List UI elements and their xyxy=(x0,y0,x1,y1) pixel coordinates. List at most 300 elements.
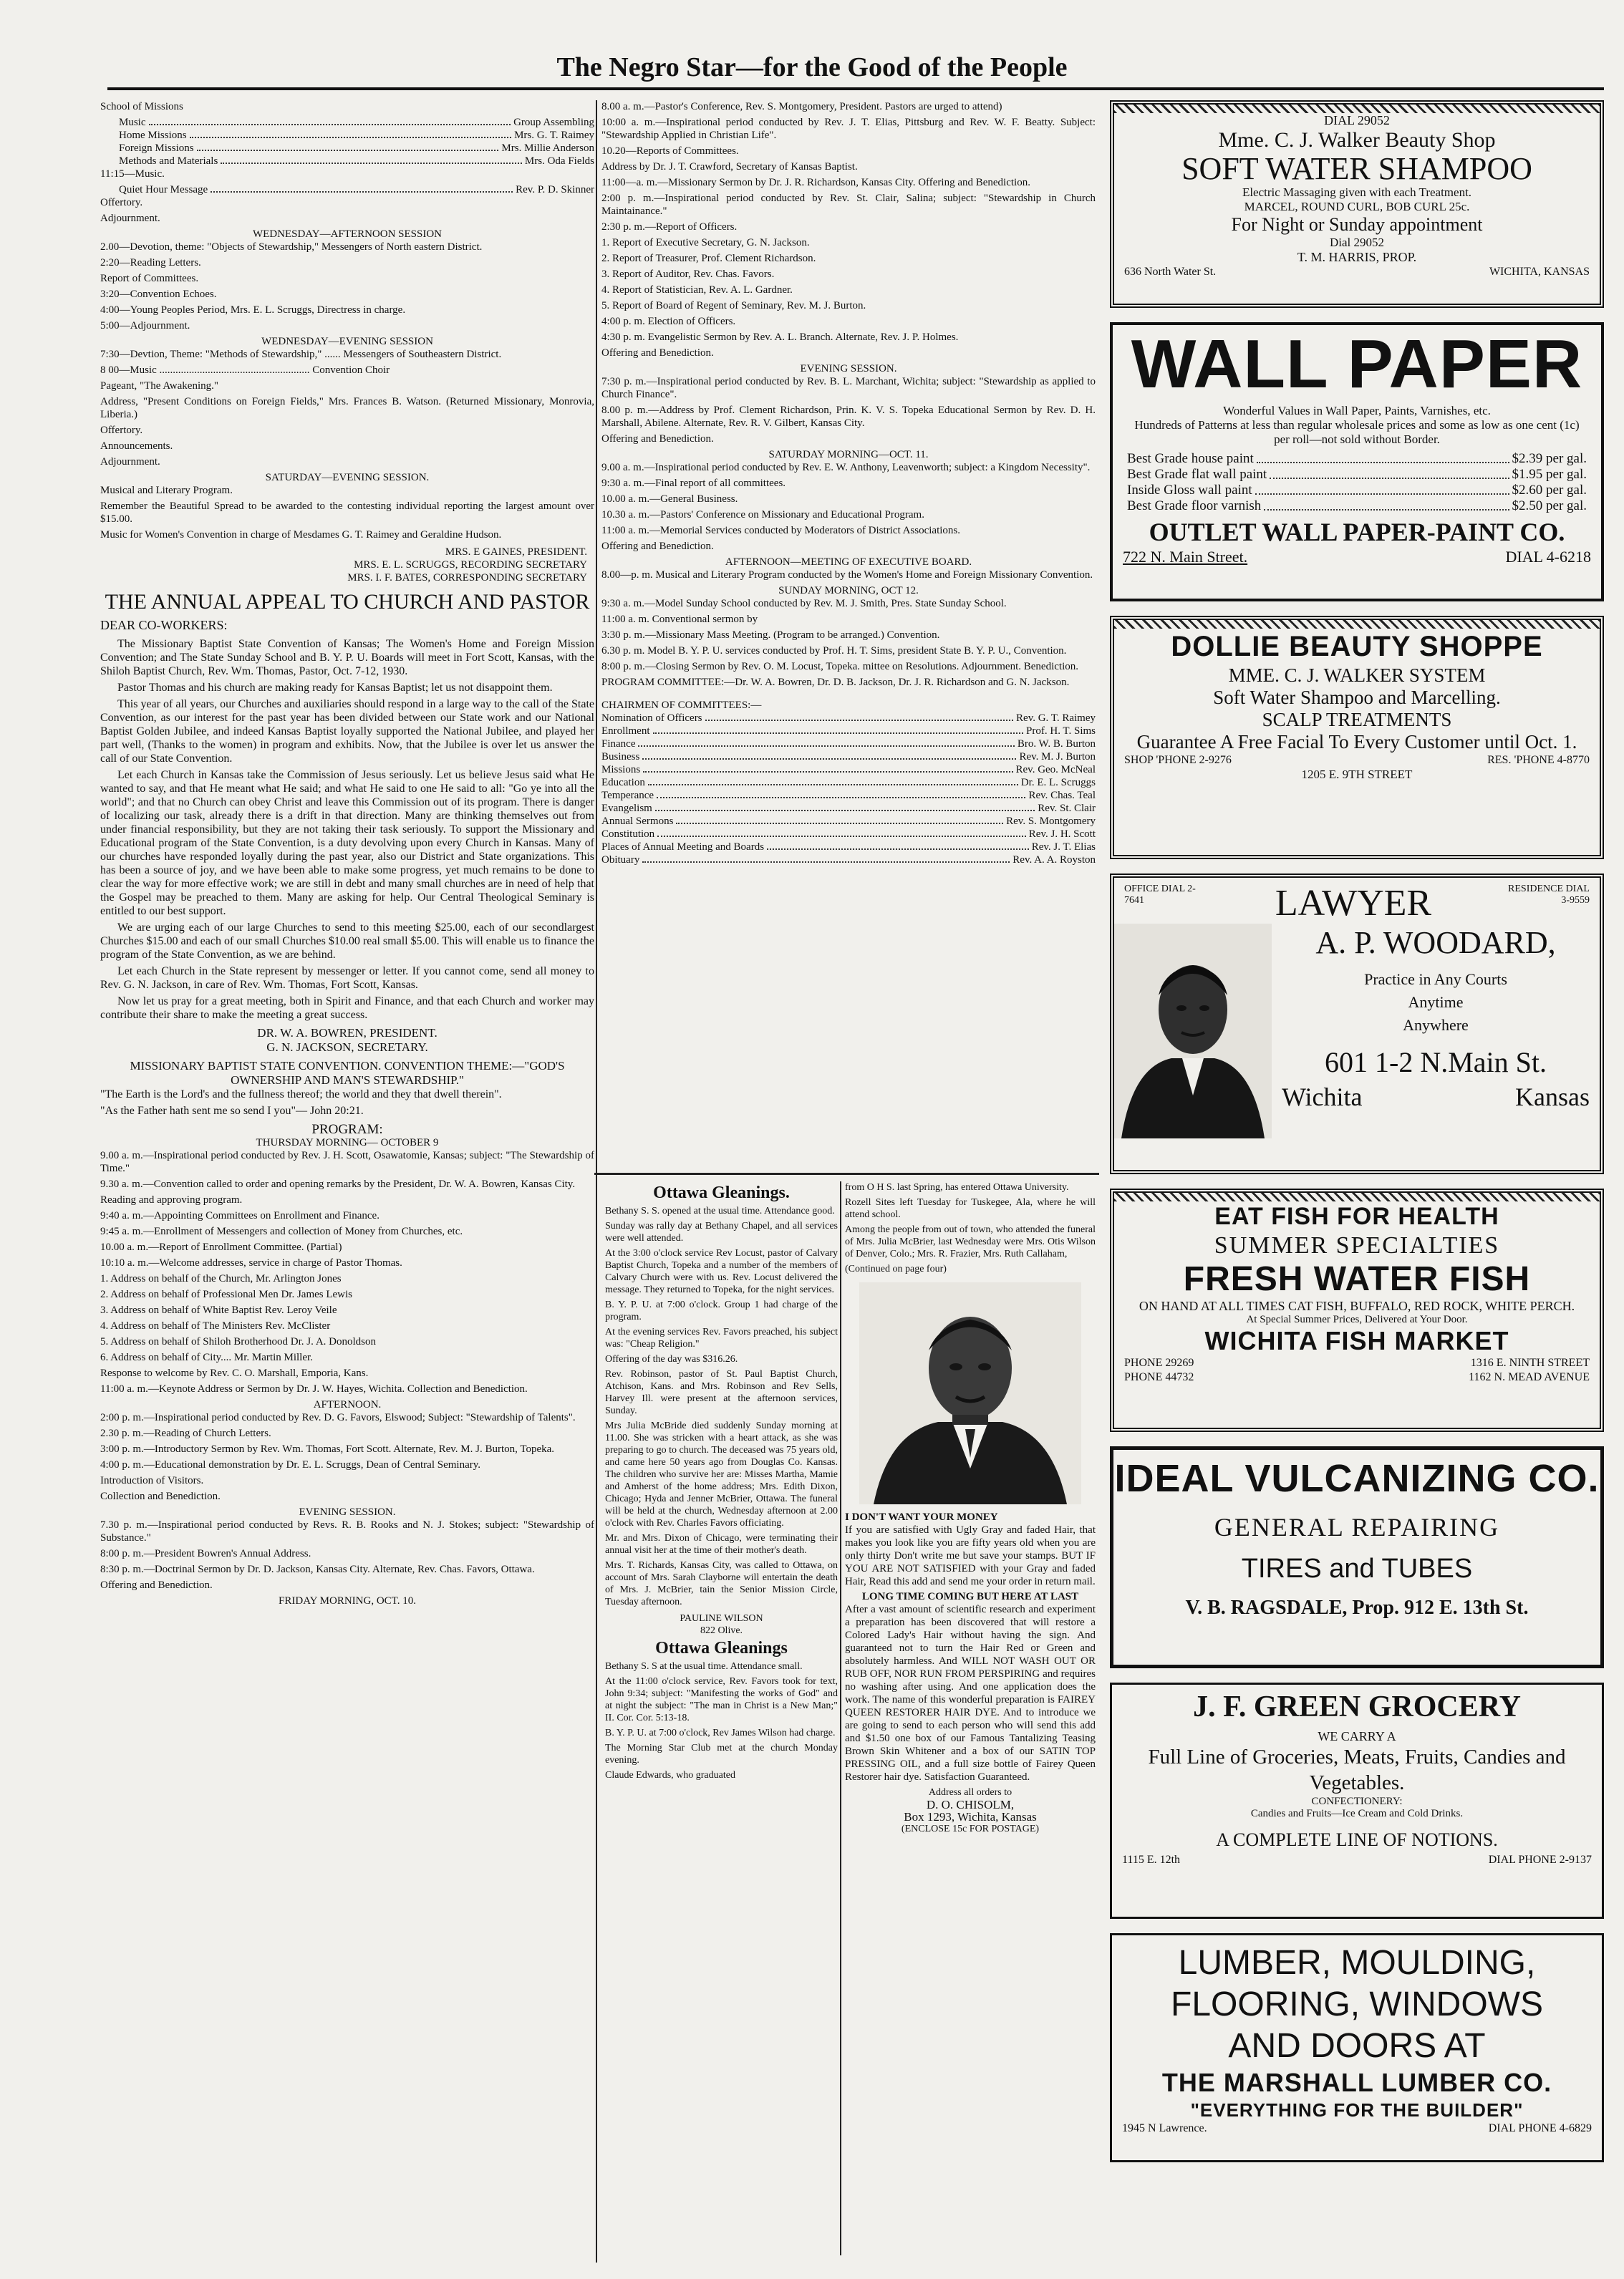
lawyer-residence-dial: RESIDENCE DIAL 3-9559 xyxy=(1508,884,1590,906)
appeal-salutation: DEAR CO-WORKERS: xyxy=(100,618,228,632)
program-item: 8:30 p. m.—Doctrinal Sermon by Dr. D. Jackson, Kansas City. Alternate, Rev. Chas. Favors, Ottawa. xyxy=(100,1564,535,1575)
program-item: Remember the Beautiful Spread to be awarded to the contesting individual reporting the largest amount over $15.00. xyxy=(100,500,594,525)
program-item: 8 00—Music ........................................................ Convention Choir xyxy=(100,364,390,376)
fish-phone-1: PHONE 29269 xyxy=(1124,1357,1194,1369)
hair-ad-box: Box 1293, Wichita, Kansas xyxy=(904,1810,1037,1824)
dot-leader xyxy=(1264,498,1509,511)
ottawa-continued-and-hair-ad xyxy=(845,1181,1096,2255)
program-item: 9.00 a. m.—Inspirational period conducted by Rev. E. W. Anthony, Leavenworth; subject: a Kingdom Necessity". xyxy=(601,462,1091,473)
program-heading: PROGRAM: xyxy=(311,1122,383,1137)
executive-board-list xyxy=(601,568,1096,581)
program-item: 1. Report of Executive Secretary, G. N. Jackson. xyxy=(601,237,810,248)
program-line: Offertory. xyxy=(100,197,143,208)
program-item: Report of Committees. xyxy=(100,273,199,284)
news-paragraph: Claude Edwards, who graduated xyxy=(605,1770,735,1781)
program-item: 2:20—Reading Letters. xyxy=(100,257,201,268)
grocery-title: J. F. GREEN GROCERY xyxy=(1193,1690,1521,1723)
saturday-heading: SATURDAY MORNING—OCT. 11. xyxy=(768,449,929,460)
border-pattern xyxy=(1114,1193,1600,1201)
chairmen-heading: CHAIRMEN OF COMMITTEES:— xyxy=(601,700,762,711)
news-paragraph: At the evening services Rev. Favors preached, his subject was: "Cheap Religion." xyxy=(605,1327,838,1350)
program-item: 6. Address on behalf of City.... Mr. Martin Miller. xyxy=(100,1352,313,1363)
appeal-title: THE ANNUAL APPEAL TO CHURCH AND PASTOR xyxy=(105,590,590,614)
news-paragraph: Sunday was rally day at Bethany Chapel, and all services were well attended. xyxy=(605,1221,838,1244)
chairman-row-label: Missions xyxy=(601,764,641,775)
price-row xyxy=(1113,467,1601,483)
lumber-company: THE MARSHALL LUMBER CO. xyxy=(1161,2068,1552,2097)
dollie-res-phone: RES. 'PHONE 4-8770 xyxy=(1487,754,1590,766)
program-item: 7:30—Devtion, Theme: "Methods of Stewardship," ...... Messengers of Southeastern District. xyxy=(100,349,502,360)
lawyer-title: LAWYER xyxy=(1275,883,1432,924)
program-item: 5. Address on behalf of Shiloh Brotherhood Dr. J. A. Donoldson xyxy=(100,1336,376,1347)
sunday-list xyxy=(601,597,1096,689)
signature-line: 822 Olive. xyxy=(700,1625,743,1636)
fish-line-1: ON HAND AT ALL TIMES CAT FISH, BUFFALO, RED ROCK, WHITE PERCH. xyxy=(1139,1299,1575,1313)
green-grocery-ad xyxy=(1110,1683,1604,1919)
signature-line: MRS. E. L. SCRUGGS, RECORDING SECRETARY xyxy=(354,559,587,571)
signature-line: MRS. I. F. BATES, CORRESPONDING SECRETARY xyxy=(347,572,587,584)
program-item: Introduction of Visitors. xyxy=(100,1475,204,1486)
grocery-dial: DIAL PHONE 2-9137 xyxy=(1488,1854,1592,1866)
program-line-label: Home Missions xyxy=(119,130,187,141)
price-row-value: $2.39 per gal. xyxy=(1512,451,1587,466)
chairman-row xyxy=(601,815,1096,828)
hair-ad-name: D. O. CHISOLM, xyxy=(926,1798,1015,1811)
program-item: Collection and Benediction. xyxy=(100,1491,221,1502)
appeal-paragraph: We are urging each of our large Churches to send to this meeting $25.00, each of our secondlargest Churches $15.00 and each of our small Churches $10.00 real small $5.00. This will enable us to finance the program of the State Convention, as we are behind. xyxy=(100,921,594,961)
program-item: Music for Women's Convention in charge of Mesdames G. T. Raimey and Geraldine Hudson. xyxy=(100,529,502,541)
program-item: 11:00 a. m.—Memorial Services conducted by Moderators of District Associations. xyxy=(601,525,961,536)
chairman-row-value: Rev. St. Clair xyxy=(1038,803,1096,814)
program-item: 3. Address on behalf of White Baptist Rev. Leroy Veile xyxy=(100,1305,337,1316)
dot-leader xyxy=(149,116,511,125)
chairman-row-label: Business xyxy=(601,751,640,763)
vulcanizing-title: IDEAL VULCANIZING CO. xyxy=(1114,1457,1600,1500)
walker-name: Mme. C. J. Walker Beauty Shop xyxy=(1218,128,1496,152)
dot-leader xyxy=(657,789,1025,798)
executive-board-heading: AFTERNOON—MEETING OF EXECUTIVE BOARD. xyxy=(725,556,972,568)
program-item: 8:00 p. m.—President Bowren's Annual Address. xyxy=(100,1548,311,1559)
wed-evening-list xyxy=(100,348,594,468)
grocery-line-4: Candies and Fruits—Ice Cream and Cold Drinks. xyxy=(1250,1808,1464,1819)
lumber-dial: DIAL PHONE 4-6829 xyxy=(1488,2122,1592,2134)
hair-ad-paragraph-2: After a vast amount of scientific research and experiment a preparation has been discovered that will restore a Colored Lady's Hair without having the sign. And guaranteed not to turn the Hair Red or Green and absolutely harmless. And WILL NOT WASH OUT OR RUB OFF, NOR RUN FROM PERSPIRING and requires no washing after using. And one application does the work. The name of this wonderful preparation is FAIREY QUEEN RESTORER HAIR DYE. And to introduce we are going to send to each person who will send this add and $1.50 one box of our Famous Tantalizing Teasing Brown Skin Whitener and a box of our SATIN TOP PRESSING OIL, and a full size bottle of Fairey Queen Restorer hair dye. Satisfaction Guaranteed. xyxy=(845,1604,1096,1783)
ottawa-gleanings-title-1: Ottawa Gleanings. xyxy=(653,1184,790,1202)
walker-city: WICHITA, KANSAS xyxy=(1489,266,1590,278)
program-item: Response to welcome by Rev. C. O. Marshall, Emporia, Kans. xyxy=(100,1368,369,1379)
program-item: 3:30 p. m.—Missionary Mass Meeting. (Program to be arranged.) Convention. xyxy=(601,629,940,641)
lumber-line-2: FLOORING, WINDOWS xyxy=(1171,1985,1543,2023)
sat-evening-heading: SATURDAY—EVENING SESSION. xyxy=(265,472,430,483)
wall-paper-line-1: Wonderful Values in Wall Paper, Paints, Varnishes, etc. xyxy=(1223,404,1491,417)
lumber-slogan: "EVERYTHING FOR THE BUILDER" xyxy=(1190,2099,1524,2121)
dollie-line-1: MME. C. J. WALKER SYSTEM xyxy=(1228,664,1486,686)
program-item: Address, "Present Conditions on Foreign Fields," Mrs. Frances B. Watson. (Returned Missionary, Monrovia, Liberia.) xyxy=(100,396,594,420)
fish-address-1: 1316 E. NINTH STREET xyxy=(1470,1357,1590,1369)
col2-evening-heading: EVENING SESSION. xyxy=(800,363,897,374)
dollie-line-3: SCALP TREATMENTS xyxy=(1262,709,1452,730)
chairman-row-label: Constitution xyxy=(601,828,655,840)
ottawa-signature xyxy=(605,1612,838,1637)
program-item: 9:30 a. m.—Final report of all committees. xyxy=(601,478,786,489)
chairman-row xyxy=(601,737,1096,750)
program-item: Offering and Benediction. xyxy=(601,347,714,359)
ottawa-continued xyxy=(845,1181,1096,1275)
program-item: 10.30 a. m.—Pastors' Conference on Missionary and Educational Program. xyxy=(601,509,924,521)
appeal-body xyxy=(100,637,594,1022)
chairman-row-label: Temperance xyxy=(601,790,654,801)
chairman-row xyxy=(601,776,1096,789)
evening-list xyxy=(100,1519,594,1592)
program-item: 11:00—a. m.—Missionary Sermon by Dr. J. R. Richardson, Kansas City. Offering and Benediction. xyxy=(601,177,1030,188)
program-line-value: Rev. P. D. Skinner xyxy=(516,184,594,195)
hair-ad-heading-1: I DON'T WANT YOUR MONEY xyxy=(845,1511,998,1523)
thursday-heading: THURSDAY MORNING— OCTOBER 9 xyxy=(256,1137,439,1148)
program-line xyxy=(100,116,594,129)
dollie-address: 1205 E. 9TH STREET xyxy=(1301,768,1413,781)
chairman-row-label: Enrollment xyxy=(601,725,650,737)
dot-leader xyxy=(653,725,1024,734)
wed-afternoon-heading: WEDNESDAY—AFTERNOON SESSION xyxy=(252,228,443,240)
dollie-title: DOLLIE BEAUTY SHOPPE xyxy=(1171,631,1543,662)
dot-leader xyxy=(1270,467,1509,479)
convention-theme: MISSIONARY BAPTIST STATE CONVENTION. CONVENTION THEME:—"GOD'S OWNERSHIP AND MAN'S STEWARDSHIP." xyxy=(130,1059,565,1087)
program-item: Adjournment. xyxy=(100,456,160,468)
price-row-value: $1.95 per gal. xyxy=(1512,467,1587,482)
sunday-heading: SUNDAY MORNING, OCT 12. xyxy=(778,585,919,596)
program-item: 10:10 a. m.—Welcome addresses, service in charge of Pastor Thomas. xyxy=(100,1257,402,1269)
ideal-vulcanizing-ad xyxy=(1110,1446,1604,1668)
program-item: Offering and Benediction. xyxy=(100,1579,213,1591)
price-row-label: Inside Gloss wall paint xyxy=(1127,483,1252,498)
fish-market-ad xyxy=(1110,1189,1604,1432)
walker-title: SOFT WATER SHAMPOO xyxy=(1181,151,1532,186)
program-item: 11:00 a. m.—Keynote Address or Sermon by Dr. J. W. Hayes, Wichita. Collection and Benediction. xyxy=(100,1383,528,1395)
price-row-label: Best Grade flat wall paint xyxy=(1127,467,1267,482)
price-row xyxy=(1113,498,1601,514)
walker-beauty-shop-ad xyxy=(1110,100,1604,308)
lawyer-ad xyxy=(1110,874,1604,1174)
walker-dial: DIAL 29052 xyxy=(1324,113,1390,127)
col2-evening-list xyxy=(601,375,1096,445)
chairman-row-label: Evangelism xyxy=(601,803,652,814)
wall-paper-price-list xyxy=(1113,451,1601,514)
program-item: 3:00 p. m.—Introductory Sermon by Rev. Wm. Thomas, Fort Scott. Alternate, Rev. M. J. Burton, Topeka. xyxy=(100,1443,555,1455)
program-item: PROGRAM COMMITTEE:—Dr. W. A. Bowren, Dr. D. B. Jackson, Dr. J. R. Richardson and G. N. Jackson. xyxy=(601,677,1070,688)
walker-line-5: T. M. HARRIS, PROP. xyxy=(1297,250,1417,264)
program-line xyxy=(100,129,594,142)
afternoon-list xyxy=(100,1411,594,1503)
program-item: 8.00 p. m.—Address by Prof. Clement Richardson, Prin. K. V. S. Topeka Educational Sermon by Rev. D. H. Marshall, Abilene. Alternate, Rev. R. V. Gilbert, Kansas City. xyxy=(601,405,1096,429)
program-line: 11:15—Music. xyxy=(100,168,165,180)
program-item: 7.30 p. m.—Inspirational period conducted by Revs. R. B. Rooks and N. J. Stokes; subject: "Stewardship of Substance." xyxy=(100,1519,594,1544)
dot-leader xyxy=(642,853,1010,863)
border-pattern xyxy=(1114,620,1600,629)
program-line xyxy=(100,142,594,155)
news-paragraph: Bethany S. S at the usual time. Attendance small. xyxy=(605,1661,803,1672)
program-item: 8.00—p. m. Musical and Literary Program conducted by the Women's Home and Foreign Missionary Convention. xyxy=(601,569,1093,581)
walker-line-3: For Night or Sunday appointment xyxy=(1231,214,1483,235)
news-paragraph: Offering of the day was $316.26. xyxy=(605,1354,738,1365)
women-officers-signature xyxy=(100,546,594,584)
program-item: 11:00 a. m. Conventional sermon by xyxy=(601,614,758,625)
fish-heading-3: FRESH WATER FISH xyxy=(1183,1260,1531,1298)
program-item: 2. Address on behalf of Professional Men Dr. James Lewis xyxy=(100,1289,353,1300)
chairman-row-label: Education xyxy=(601,777,645,788)
program-item: Offering and Benediction. xyxy=(601,433,714,445)
chairman-row-value: Rev. M. J. Burton xyxy=(1019,751,1096,763)
hair-ad-postage: (ENCLOSE 15c FOR POSTAGE) xyxy=(901,1824,1040,1834)
program-line-value: Mrs. G. T. Raimey xyxy=(514,130,594,141)
news-paragraph: At the 11:00 o'clock service, Rev. Favors took for text, John 9:34; subject: "Manifesting the works of God" and at night the subject: "The man in Christ is a New Man;" II. Cor. Cor. 5:13-18. xyxy=(605,1676,838,1723)
program-item: 5:00—Adjournment. xyxy=(100,320,190,332)
lawyer-line-3: Anywhere xyxy=(1403,1016,1469,1034)
dot-leader xyxy=(190,129,511,138)
friday-list xyxy=(601,100,1096,359)
dot-leader xyxy=(767,841,1029,850)
program-item: 4:00 p. m.—Educational demonstration by Dr. E. L. Scruggs, Dean of Central Seminary. xyxy=(100,1459,481,1471)
chairman-row-label: Obituary xyxy=(601,854,640,866)
grocery-line-2: Full Line of Groceries, Meats, Fruits, Candies and Vegetables. xyxy=(1148,1746,1566,1794)
wall-paper-ad xyxy=(1110,322,1604,601)
lumber-line-3: AND DOORS AT xyxy=(1228,2027,1486,2065)
column-1 xyxy=(100,100,594,2255)
dot-leader xyxy=(197,142,499,151)
chairman-row xyxy=(601,841,1096,853)
lawyer-state: Kansas xyxy=(1515,1083,1590,1111)
lumber-line-1: LUMBER, MOULDING, xyxy=(1178,1944,1536,1982)
program-line-label: Methods and Materials xyxy=(119,155,218,167)
wall-paper-company: OUTLET WALL PAPER-PAINT CO. xyxy=(1149,518,1565,546)
advertisements-column xyxy=(1110,100,1604,2255)
chairman-row-label: Annual Sermons xyxy=(601,816,674,827)
column-2 xyxy=(601,100,1096,1167)
ottawa-gleanings-body-1 xyxy=(605,1205,838,1608)
chairman-row xyxy=(601,712,1096,725)
appeal-paragraph: Pastor Thomas and his church are making ready for Kansas Baptist; let us not disappoint them. xyxy=(117,682,553,694)
program-item: 2.00—Devotion, theme: "Objects of Stewardship," Messengers of North eastern District. xyxy=(100,241,483,253)
dot-leader xyxy=(1257,451,1509,463)
lawyer-office-dial: OFFICE DIAL 2-7641 xyxy=(1124,884,1196,906)
program-item: 2. Report of Treasurer, Prof. Clement Richardson. xyxy=(601,253,816,264)
wall-paper-address: 722 N. Main Street. xyxy=(1123,548,1248,566)
program-item: 4:00 p. m. Election of Officers. xyxy=(601,316,736,327)
grocery-line-3: CONFECTIONERY: xyxy=(1311,1796,1403,1807)
program-item: 3:20—Convention Echoes. xyxy=(100,289,217,300)
program-line-value: Mrs. Oda Fields xyxy=(524,155,594,167)
dot-leader xyxy=(638,737,1014,747)
lumber-address: 1945 N Lawrence. xyxy=(1122,2122,1207,2134)
lawyer-name: A. P. WOODARD, xyxy=(1315,925,1556,960)
program-line xyxy=(100,155,594,168)
program-item: 3. Report of Auditor, Rev. Chas. Favors. xyxy=(601,268,775,280)
program-item: 2:30 p. m.—Report of Officers. xyxy=(601,221,738,233)
masthead-rule xyxy=(107,87,1604,90)
chairman-row xyxy=(601,802,1096,815)
chairman-row xyxy=(601,725,1096,737)
dot-leader xyxy=(221,155,522,164)
chairman-row-value: Dr. E. L. Scruggs xyxy=(1020,777,1096,788)
news-paragraph: (Continued on page four) xyxy=(845,1264,947,1274)
lawyer-city: Wichita xyxy=(1282,1083,1363,1111)
grocery-line-1: WE CARRY A xyxy=(1318,1729,1396,1743)
program-item: 2:00 p. m.—Inspirational period conducted by Rev. D. G. Favors, Elswood; Subject: "Stewardship of Talents". xyxy=(100,1412,576,1423)
convention-quote-2: "As the Father hath sent me so send I you"— John 20:21. xyxy=(100,1105,364,1117)
appeal-paragraph: Let each Church in the State represent by messenger or letter. If you cannot come, send all money to Rev. G. N. Jackson, in care of Rev. Wm. Thomas, Fort Scott, Kansas. xyxy=(100,965,594,991)
chairman-row-value: Rev. J. H. Scott xyxy=(1028,828,1096,840)
program-item: 8.00 a. m.—Pastor's Conference, Rev. S. Montgomery, President. Pastors are urged to attend) xyxy=(601,101,1002,112)
lawyer-portrait xyxy=(1114,924,1272,1138)
price-row-value: $2.60 per gal. xyxy=(1512,483,1587,498)
fish-heading-1: EAT FISH FOR HEALTH xyxy=(1214,1203,1499,1230)
program-item: 4. Report of Statistician, Rev. A. L. Gardner. xyxy=(601,284,793,296)
news-paragraph: Among the people from out of town, who attended the funeral of Mrs. Julia McBrier, last Wednesday were Mrs. Otis Wilson of Denver, Colo.; Mrs. R. Frazier, Mrs. Ruth Callaham, xyxy=(845,1224,1096,1259)
column-divider-1 xyxy=(596,100,597,2263)
evening-heading: EVENING SESSION. xyxy=(299,1506,396,1518)
news-paragraph: The Morning Star Club met at the church Monday evening. xyxy=(605,1743,838,1766)
chairman-row xyxy=(601,750,1096,763)
dot-leader xyxy=(642,750,1016,760)
hair-ad-address-label: Address all orders to xyxy=(928,1787,1012,1798)
dollie-line-4: Guarantee A Free Facial To Every Customer until Oct. 1. xyxy=(1136,731,1577,753)
price-row xyxy=(1113,451,1601,467)
news-paragraph: Mrs Julia McBride died suddenly Sunday morning at 11.00. She was stricken with a heart attack, as she was preparing to go to church. The deceased was 75 years old, and came here 50 years ago from Douglas Co. Kansas. The children who survive her are: Misses Martha, Mamie and Amherst of the home address; Mrs. Edith Dixon, Chicago; Hyda and Jenner McBrier, Ottawa. The funeral will be held at the church, Wednesday afternoon at 2.00 o'clock with Rev. Charles Favors officiating. xyxy=(605,1421,838,1529)
program-item: 1. Address on behalf of the Church, Mr. Arlington Jones xyxy=(100,1273,342,1284)
chairman-row-value: Rev. Geo. McNeal xyxy=(1015,764,1096,775)
dot-leader xyxy=(705,712,1014,721)
appeal-paragraph: Now let us pray for a great meeting, both in Spirit and Finance, and that each Church and worker may contribute their share to make the meeting a great success. xyxy=(100,995,594,1021)
lawyer-address: 601 1-2 N.Main St. xyxy=(1325,1046,1547,1078)
chairman-row-value: Prof. H. T. Sims xyxy=(1026,725,1096,737)
afternoon-heading: AFTERNOON. xyxy=(313,1399,382,1411)
news-paragraph: Bethany S. S. opened at the usual time. Attendance good. xyxy=(605,1206,835,1216)
price-row-label: Best Grade floor varnish xyxy=(1127,498,1262,513)
program-item: 7:30 p. m.—Inspirational period conducted by Rev. B. L. Marchant, Wichita; subject: "Stewardship as applied to Church Finance". xyxy=(601,376,1096,400)
program-item: 6.30 p. m. Model B. Y. P. U. services conducted by Prof. H. T. Sims, president State B. Y. P. U., Convention. xyxy=(601,645,1067,657)
program-item: Reading and approving program. xyxy=(100,1194,243,1206)
program-item: 9:40 a. m.—Appointing Committees on Enrollment and Finance. xyxy=(100,1210,380,1221)
dot-leader xyxy=(655,802,1035,811)
walker-line-4: Dial 29052 xyxy=(1329,236,1385,249)
column-divider-2 xyxy=(840,1181,841,2255)
program-item: 4:30 p. m. Evangelistic Sermon by Rev. A. L. Branch. Alternate, Rev. J. P. Holmes. xyxy=(601,332,959,343)
wall-paper-line-2: Hundreds of Patterns at less than regular wholesale prices and some as low as one cent (1c) per roll—not sold without Border. xyxy=(1134,418,1580,446)
chairman-row-value: Rev. S. Montgomery xyxy=(1006,816,1096,827)
ottawa-gleanings-body-2 xyxy=(605,1660,838,1781)
chairmen-list xyxy=(601,712,1096,866)
convention-officers-signature xyxy=(100,1026,594,1055)
chairman-row xyxy=(601,853,1096,866)
program-line-value: Mrs. Millie Anderson xyxy=(501,142,594,154)
news-paragraph: B. Y. P. U. at 7:00 o'clock, Rev James Wilson had charge. xyxy=(605,1728,836,1738)
wed-afternoon-list xyxy=(100,241,594,332)
program-item: 4:00—Young Peoples Period, Mrs. E. L. Scruggs, Directress in charge. xyxy=(100,304,406,316)
program-item: Offering and Benediction. xyxy=(601,541,714,552)
program-line: Adjournment. xyxy=(100,213,160,224)
program-item: 9.30 a. m.—Convention called to order and opening remarks by the President, Dr. W. A. Bowren, Kansas City. xyxy=(100,1179,576,1190)
wall-paper-dial: DIAL 4-6218 xyxy=(1505,548,1591,566)
price-row-value: $2.50 per gal. xyxy=(1512,498,1587,513)
news-paragraph: Mrs. T. Richards, Kansas City, was called to Ottawa, on account of Mrs. Sarah Clayborne will entertain the death of Mrs. J. McBrier, tain the Senior Mission Circle, Tuesday afternoon. xyxy=(605,1560,838,1607)
chairman-row xyxy=(601,828,1096,841)
program-item: 10.00 a. m.—General Business. xyxy=(601,493,738,505)
fish-company: WICHITA FISH MARKET xyxy=(1204,1326,1509,1355)
program-line-label: Music xyxy=(119,117,146,128)
chairman-row xyxy=(601,763,1096,776)
chairman-row-value: Rev. G. T. Raimey xyxy=(1016,712,1096,724)
vulcanizing-line-2: TIRES and TUBES xyxy=(1241,1554,1473,1584)
saturday-list xyxy=(601,461,1096,553)
hair-ad-paragraph-1: If you are satisfied with Ugly Gray and faded Hair, that makes you look like you are fifty years old when you are only thirty Don't write me but save your stamps. BUT IF YOU ARE NOT SATISFIED with your Gray and faded Hair, Read this add and send me your order in return mail. xyxy=(845,1524,1096,1587)
portrait-image xyxy=(859,1282,1081,1504)
program-item: Musical and Literary Program. xyxy=(100,485,233,496)
grocery-address: 1115 E. 12th xyxy=(1122,1854,1181,1866)
news-paragraph: B. Y. P. U. at 7:00 o'clock. Group 1 had charge of the program. xyxy=(605,1300,838,1322)
program-item: 4. Address on behalf of The Ministers Rev. McClister xyxy=(100,1320,331,1332)
grocery-line-5: A COMPLETE LINE OF NOTIONS. xyxy=(1216,1829,1498,1850)
thursday-list xyxy=(100,1149,594,1395)
school-of-missions-program xyxy=(100,100,594,225)
program-item: 9:30 a. m.—Model Sunday School conducted by Rev. M. J. Smith, Pres. State Sunday School. xyxy=(601,598,1007,609)
program-line: School of Missions xyxy=(100,101,183,112)
dollie-shop-phone: SHOP 'PHONE 2-9276 xyxy=(1124,754,1232,766)
chairman-row-label: Nomination of Officers xyxy=(601,712,702,724)
walker-line-2: MARCEL, ROUND CURL, BOB CURL 25c. xyxy=(1244,200,1470,213)
news-paragraph: Rev. Robinson, pastor of St. Paul Baptist Church, Atchison, Kans. and Mrs. Robinson and Rev Sells, Harvey Ill. were present at the afternoon services, Sunday. xyxy=(605,1369,838,1416)
chairman-row-value: Rev. J. T. Elias xyxy=(1031,841,1096,853)
walker-address: 636 North Water St. xyxy=(1124,266,1217,278)
fish-phone-2: PHONE 44732 xyxy=(1124,1371,1194,1383)
ottawa-gleanings-title-2: Ottawa Gleanings xyxy=(655,1639,788,1658)
program-item: 2.30 p. m.—Reading of Church Letters. xyxy=(100,1428,271,1439)
hair-ad-heading-2: LONG TIME COMING BUT HERE AT LAST xyxy=(861,1591,1079,1602)
program-item: 9.00 a. m.—Inspirational period conducted by Rev. J. H. Scott, Osawatomie, Kansas; subject: "The Stewardship of Time." xyxy=(100,1150,594,1174)
signature-line: MRS. E GAINES, PRESIDENT. xyxy=(445,546,587,558)
program-item: Offertory. xyxy=(100,425,143,436)
program-item: 2:00 p. m.—Inspirational period conducted by Rev. St. Clair, Salina; subject: "Stewardship in Church Maintainance." xyxy=(601,193,1096,217)
signature-line: PAULINE WILSON xyxy=(680,1613,763,1624)
program-line-label: Quiet Hour Message xyxy=(119,184,208,195)
news-paragraph: Mr. and Mrs. Dixon of Chicago, were terminating their annual visit her at the time of their mother's death. xyxy=(605,1533,838,1556)
program-item: 9:45 a. m.—Enrollment of Messengers and collection of Money from Churches, etc. xyxy=(100,1226,463,1237)
appeal-paragraph: Let each Church in Kansas take the Commission of Jesus seriously. Let us believe Jesus said what He wanted to say, and that He meant what He said; and what He said to one He said to all: "Go ye into all the world"; and that no Church can obey Christ and leave this Commission out of its program. There is danger of localizing our task, already there is a drift in that direction. Many are thinking themselves out from under financial responsibility, but they are not taking their task seriously. To support the Missionary and Educational program of the State Convention, is a duty devolving upon every Church in Kansas. Many of our churches have responded loyally during the past year, also our District and State organizations. This has been a source of joy, and we have been able to make some progress, yet much remains to be done to clear the way for more effective work; we are still in debt and many small churches are in need of help that the Gospel may be preached to them. Many are asking for help. Our Central Theological Seminary is entitled to our best support. xyxy=(100,769,594,917)
dot-leader xyxy=(211,183,513,193)
chairman-row-label: Finance xyxy=(601,738,636,750)
chairman-row-value: Rev. A. A. Royston xyxy=(1012,854,1096,866)
vulcanizing-line-1: GENERAL REPAIRING xyxy=(1214,1513,1500,1542)
program-item: 10:00 a. m.—Inspirational period conducted by Rev. J. T. Elias, Pittsburg and Rev. W. F. Beatty. Subject: "Stewardship Applied in Christian Life". xyxy=(601,117,1096,141)
appeal-paragraph: This year of all years, our Churches and auxiliaries should respond in a large way to the call of the State Convention, as our interest for the past year has been divided between our State work and our National Baptist Golden Jubilee, and indeed Kansas Baptist loyally supported the National Jubilee, and played her part well, (Thanks to the women) in program and exhibits. Now, that the Jubilee is over let us answer the call of our State Convention. xyxy=(100,698,594,765)
news-paragraph: from O H S. last Spring, has entered Ottawa University. xyxy=(845,1182,1069,1193)
walker-line-1: Electric Massaging given with each Treatment. xyxy=(1242,185,1472,199)
signature-line: DR. W. A. BOWREN, PRESIDENT. xyxy=(257,1026,438,1040)
program-item: 8:00 p. m.—Closing Sermon by Rev. O. M. Locust, Topeka. mittee on Resolutions. Adjournment. Benediction. xyxy=(601,661,1078,672)
lawyer-line-1: Practice in Any Courts xyxy=(1364,970,1507,988)
wed-evening-heading: WEDNESDAY—EVENING SESSION xyxy=(261,336,433,347)
fish-address-2: 1162 N. MEAD AVENUE xyxy=(1469,1371,1590,1383)
program-item: 10.00 a. m.—Report of Enrollment Committee. (Partial) xyxy=(100,1242,342,1253)
dot-leader xyxy=(1255,483,1509,495)
price-row-label: Best Grade house paint xyxy=(1127,451,1254,466)
dollie-line-2: Soft Water Shampoo and Marcelling. xyxy=(1213,687,1501,708)
program-line-value: Group Assembling xyxy=(513,117,594,128)
dot-leader xyxy=(676,815,1003,824)
program-item: Address by Dr. J. T. Crawford, Secretary of Kansas Baptist. xyxy=(601,161,858,173)
program-line xyxy=(100,183,594,196)
dollie-beauty-shoppe-ad xyxy=(1110,616,1604,859)
friday-heading: FRIDAY MORNING, OCT. 10. xyxy=(279,1595,416,1607)
program-item: 5. Report of Board of Regent of Seminary, Rev. M. J. Burton. xyxy=(601,300,866,311)
